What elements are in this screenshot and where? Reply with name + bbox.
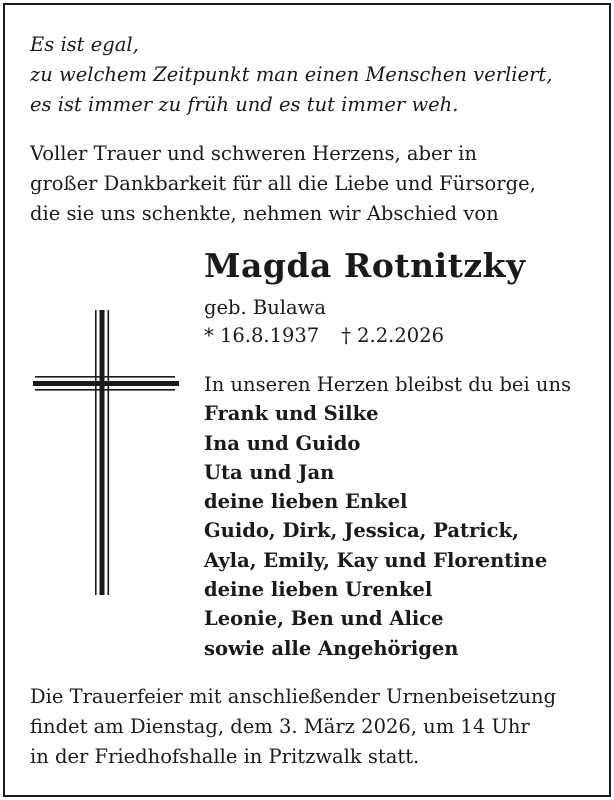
ceremony-block [30,682,556,772]
mourner-line: Uta und Jan [204,460,335,484]
intro-line: die sie uns schenkte, nehmen wir Abschied von [30,202,499,225]
mourner-line: Ina und Guido [204,431,361,455]
quote-block [30,30,552,120]
quote-line: Es ist egal, [30,33,139,56]
mourners-opening: In unseren Herzen bleibst du bei uns [204,373,572,396]
quote-line: es ist immer zu früh und es tut immer weh. [30,93,459,116]
mourner-line: deine lieben Enkel [204,490,408,514]
cross-icon [30,310,180,595]
quote-line: zu welchem Zeitpunkt man einen Menschen verliert, [30,63,553,86]
ceremony-line: findet am Dienstag, dem 3. März 2026, um 14 Uhr [30,715,530,738]
mourner-line: Leonie, Ben und Alice [204,607,444,631]
mourner-line: deine lieben Urenkel [204,578,433,602]
mourner-line: Ayla, Emily, Kay und Florentine [204,548,548,572]
ceremony-line: in der Friedhofshalle in Pritzwalk statt. [30,745,420,768]
death-date: † 2.2.2026 [341,324,444,347]
intro-block [30,139,536,229]
intro-line: großer Dankbarkeit für all die Liebe und Fürsorge, [30,172,536,195]
mourner-line: Guido, Dirk, Jessica, Patrick, [204,519,519,543]
deceased-name: Magda Rotnitzky [204,246,526,285]
birth-date: * 16.8.1937 [204,324,320,347]
mourner-line: sowie alle Angehörigen [204,636,459,660]
intro-line: Voller Trauer und schweren Herzens, aber in [30,142,477,165]
mourners-block [204,370,571,663]
life-dates [204,322,444,350]
ceremony-line: Die Trauerfeier mit anschließender Urnenbeisetzung [30,685,557,708]
birth-name: geb. Bulawa [204,296,326,319]
mourner-line: Frank und Silke [204,402,379,426]
